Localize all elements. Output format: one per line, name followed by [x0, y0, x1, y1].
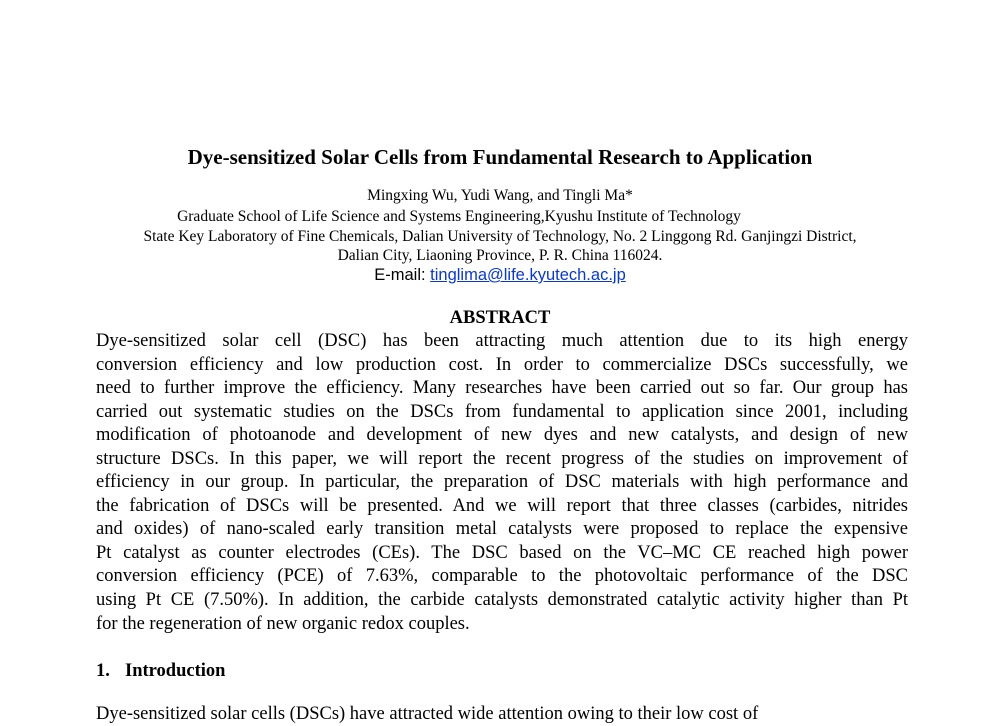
abstract-heading: ABSTRACT	[449, 308, 551, 328]
abstract-line: and oxides) of nano-scaled early transition metal catalysts were proposed to replace the expensive	[96, 519, 908, 540]
abstract-line: structure DSCs. In this paper, we will report the recent progress of the studies on improvement of	[96, 448, 908, 469]
introduction-first-line: Dye-sensitized solar cells (DSCs) have attracted wide attention owing to their low cost of	[96, 704, 759, 724]
abstract-line: need to further improve the efficiency. Many researches have been carried out so far. Our group has	[96, 378, 908, 399]
abstract-line: Dye-sensitized solar cell (DSC) has been attracting much attention due to its high energy	[96, 331, 908, 351]
email-line	[0, 264, 1000, 286]
abstract-line: conversion efficiency and low production cost. In order to commercialize DSCs successfully, we	[96, 354, 908, 375]
abstract-body	[96, 330, 908, 636]
section-title: Introduction	[125, 661, 226, 681]
abstract-line: conversion efficiency (PCE) of 7.63%, comparable to the photovoltaic performance of the DSC	[96, 566, 908, 587]
abstract-line: the fabrication of DSCs will be presented. And we will report that three classes (carbides, nitrides	[96, 495, 908, 516]
section-number: 1.	[96, 661, 110, 681]
abstract-line: for the regeneration of new organic redox couples.	[96, 613, 470, 634]
affiliation-1: Graduate School of Life Science and Systems Engineering,Kyushu Institute of Technology	[177, 208, 741, 225]
abstract-line: Pt catalyst as counter electrodes (CEs). The DSC based on the VC–MC CE reached high power	[96, 542, 908, 563]
abstract-line: modification of photoanode and development of new dyes and new catalysts, and design of new	[96, 425, 908, 446]
paper-title: Dye-sensitized Solar Cells from Fundamental Research to Application	[187, 145, 813, 169]
email-link[interactable]: tinglima@life.kyutech.ac.jp	[430, 266, 626, 284]
affiliation-2: State Key Laboratory of Fine Chemicals, Dalian University of Technology, No. 2 Linggong Rd. Ganjingzi District,	[143, 228, 857, 245]
author-list: Mingxing Wu, Yudi Wang, and Tingli Ma*	[367, 187, 633, 204]
affiliation-2-continued: Dalian City, Liaoning Province, P. R. China 116024.	[337, 246, 663, 264]
abstract-line: carried out systematic studies on the DSCs from fundamental to application since 2001, including	[96, 401, 908, 422]
section-heading-introduction	[96, 659, 225, 683]
email-label: E-mail:	[374, 266, 431, 284]
abstract-line: efficiency in our group. In particular, the preparation of DSC materials with high performance and	[96, 472, 908, 493]
abstract-line: using Pt CE (7.50%). In addition, the carbide catalysts demonstrated catalytic activity higher than Pt	[96, 590, 908, 611]
